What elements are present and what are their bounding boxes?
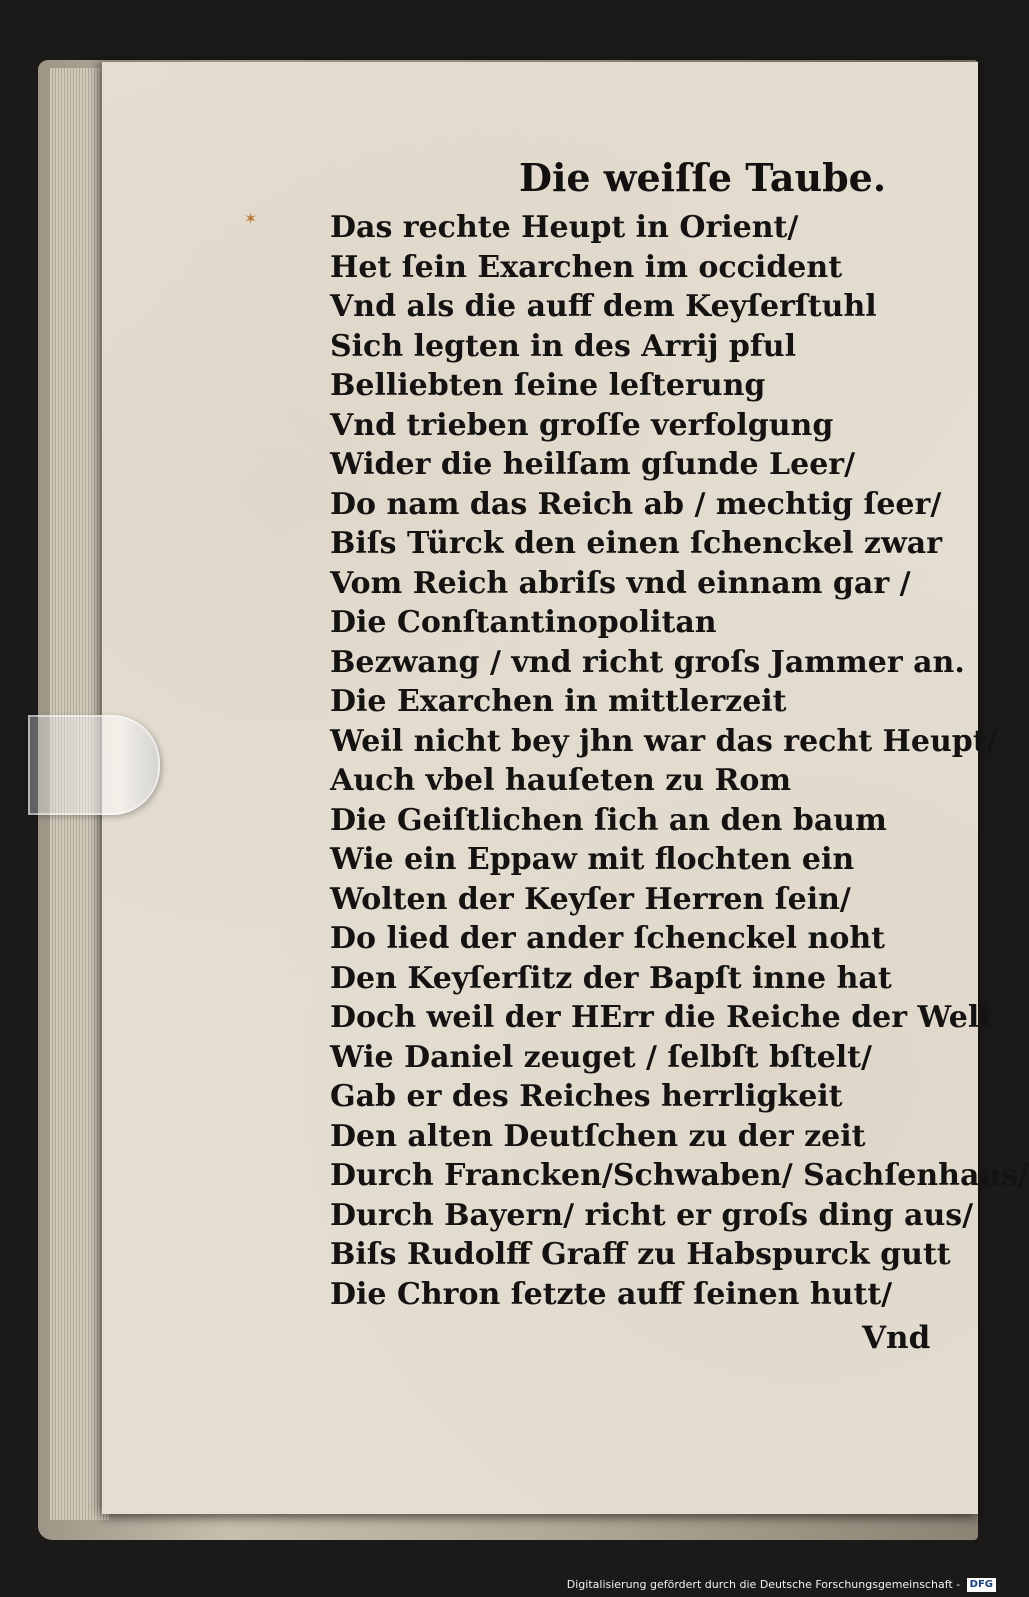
verse-line: Auch vbel hauſeten zu Rom — [330, 763, 792, 798]
verse-line: Vom Reich abriſs vnd einnam gar / — [330, 565, 911, 601]
verse-line: Do lied der ander ſchenckel noht — [330, 921, 885, 956]
ink-stain: ✶ — [244, 209, 258, 228]
verse-line: Durch Bayern/ richt er groſs ding aus/ — [330, 1197, 974, 1233]
verse-line: Den Keyſerſitz der Bapſt inne hat — [330, 960, 892, 996]
digitization-footer — [567, 1575, 996, 1595]
verse-line: Die Conſtantinopolitan — [330, 605, 717, 640]
verse-line: Vnd trieben groſſe verfolgung — [330, 407, 834, 443]
verse-line: Do nam das Reich ab / mechtig ſeer/ — [330, 486, 942, 522]
verse-line: Das rechte Heupt in Orient/ — [330, 210, 799, 245]
verse-line: Bezwang / vnd richt groſs Jammer an. — [330, 644, 965, 680]
dfg-logo[interactable]: DFG — [967, 1578, 996, 1592]
footer-text: Digitalisierung gefördert durch die Deutsche Forschungsgemeinschaft - — [566, 1578, 961, 1591]
verse-line: Biſs Rudolff Graff zu Habspurck gutt — [330, 1237, 951, 1272]
verse-line: Die Geiſtlichen ſich an den baum — [330, 802, 887, 838]
catchword: Vnd — [862, 1320, 931, 1356]
verse-line: Sich legten in des Arrij pful — [330, 328, 796, 364]
verse-line: Biſs Türck den einen ſchenckel zwar — [330, 526, 943, 561]
verse-line: Wie ein Eppaw mit flochten ein — [330, 842, 855, 877]
verse-line: Wolten der Keyſer Herren ſein/ — [330, 881, 851, 917]
verse-line: Den alten Deutſchen zu der zeit — [330, 1118, 866, 1154]
verse-line: Het ſein Exarchen im occident — [330, 249, 843, 285]
verse-line: Weil nicht bey jhn war das recht Heupt/ — [330, 723, 998, 759]
page-clip — [28, 715, 160, 815]
verse-line: Wie Daniel zeuget / ſelbſt bſtelt/ — [330, 1039, 872, 1075]
verse-line: Gab er des Reiches herrligkeit — [330, 1079, 843, 1114]
verse-line: Belliebten ſeine leſterung — [330, 368, 766, 403]
verse-line: Doch weil der HErr die Reiche der Welt — [330, 1000, 994, 1035]
verse-line: Wider die heilſam gſunde Leer/ — [330, 447, 856, 482]
verse-line: Vnd als die auff dem Keyſerſtuhl — [330, 289, 877, 324]
verse-line: Die Chron ſetzte auff ſeinen hutt/ — [330, 1276, 893, 1312]
verse-line: Durch Francken/Schwaben/ Sachſenhaus/ — [330, 1158, 1029, 1193]
running-heading: Die weiſſe Taube. — [519, 155, 887, 200]
verse-line: Die Exarchen in mittlerzeit — [330, 684, 787, 719]
verse-block — [330, 208, 1029, 1314]
